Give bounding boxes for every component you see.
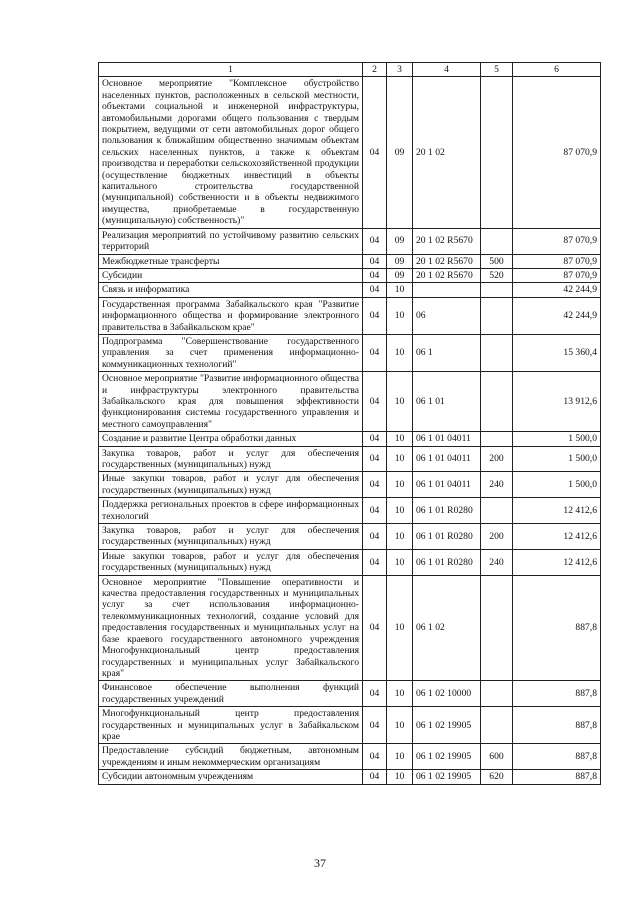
- row-name-cell: Основное мероприятие "Комплексное обустройство населенных пунктов, расположенных в сельской местности, объектами социальной и инженерной инфраструктуры, автомобильными дорогами общего пользования с твердым покрытием, ведущими от сети автомобильных дорог общего пользования к ближайшим общественно значимым объектам сельских населенных пунктов, а также к объектам производства и переработки сельскохозяйственной продукции (осуществление бюджетных инвестиций в объекты капитального строительства государственной (муниципальной) собственности и в объекты недвижимого имущества, приобретаемые в государственную (муниципальную) собственность)": [99, 77, 363, 228]
- row-expense-type-cell: [481, 372, 513, 432]
- table-row: [99, 334, 601, 371]
- row-amount-cell: 87 070,9: [513, 77, 601, 228]
- row-section-cell: 04: [363, 446, 387, 472]
- row-section-cell: 04: [363, 549, 387, 575]
- table-row: [99, 446, 601, 472]
- header-col-rz: 2: [363, 63, 387, 77]
- row-target-code-cell: 06 1 01 04011: [413, 472, 481, 498]
- row-expense-type-cell: 240: [481, 472, 513, 498]
- header-col-sum: 6: [513, 63, 601, 77]
- row-amount-cell: 12 412,6: [513, 549, 601, 575]
- row-amount-cell: 12 412,6: [513, 498, 601, 524]
- row-section-cell: 04: [363, 268, 387, 282]
- table-row: [99, 228, 601, 254]
- row-amount-cell: 887,8: [513, 681, 601, 707]
- row-name-cell: Основное мероприятие "Развитие информационного общества и инфраструктуры электронного правительства Забайкальского края для повышения эффективности функционирования системы государственного управления и местного самоуправления": [99, 372, 363, 432]
- row-amount-cell: 1 500,0: [513, 472, 601, 498]
- row-subsection-cell: 10: [387, 283, 413, 297]
- table-row: [99, 472, 601, 498]
- row-amount-cell: 87 070,9: [513, 228, 601, 254]
- row-target-code-cell: 06 1 02 19905: [413, 770, 481, 784]
- row-expense-type-cell: [481, 681, 513, 707]
- row-amount-cell: 87 070,9: [513, 268, 601, 282]
- table-header-row: [99, 63, 601, 77]
- row-subsection-cell: 10: [387, 297, 413, 334]
- row-expense-type-cell: 240: [481, 549, 513, 575]
- table-row: [99, 372, 601, 432]
- table-row: [99, 744, 601, 770]
- row-target-code-cell: 20 1 02: [413, 77, 481, 228]
- table-row: [99, 524, 601, 550]
- table-row: [99, 283, 601, 297]
- row-section-cell: 04: [363, 283, 387, 297]
- row-name-cell: Многофункциональный центр предоставления государственных и муниципальных услуг в Забайкальском крае: [99, 707, 363, 744]
- row-amount-cell: 1 500,0: [513, 446, 601, 472]
- row-target-code-cell: 06 1 01 R0280: [413, 498, 481, 524]
- row-amount-cell: 42 244,9: [513, 283, 601, 297]
- row-expense-type-cell: [481, 707, 513, 744]
- row-section-cell: 04: [363, 498, 387, 524]
- row-target-code-cell: 06 1 02: [413, 575, 481, 681]
- header-col-csr: 4: [413, 63, 481, 77]
- row-amount-cell: 887,8: [513, 770, 601, 784]
- row-target-code-cell: 06 1 01 R0280: [413, 549, 481, 575]
- row-target-code-cell: 20 1 02 R5670: [413, 228, 481, 254]
- row-name-cell: Субсидии автономным учреждениям: [99, 770, 363, 784]
- row-expense-type-cell: [481, 432, 513, 446]
- row-expense-type-cell: 200: [481, 446, 513, 472]
- row-expense-type-cell: 500: [481, 254, 513, 268]
- table-row: [99, 254, 601, 268]
- row-name-cell: Подпрограмма "Совершенствование государственного управления за счет применения информационно-коммуникационных технологий": [99, 334, 363, 371]
- table-row: [99, 432, 601, 446]
- row-section-cell: 04: [363, 228, 387, 254]
- row-section-cell: 04: [363, 524, 387, 550]
- row-amount-cell: 1 500,0: [513, 432, 601, 446]
- row-name-cell: Реализация мероприятий по устойчивому развитию сельских территорий: [99, 228, 363, 254]
- row-amount-cell: 12 412,6: [513, 524, 601, 550]
- row-subsection-cell: 10: [387, 744, 413, 770]
- row-name-cell: Основное мероприятие "Повышение оперативности и качества предоставления государственных и муниципальных услуг за счет использования информационно-телекоммуникационных технологий, создание условий для предоставления государственных и муниципальных услуг на базе краевого государственного автономного учреждения Многофункциональный центр предоставления государственных и муниципальных услуг Забайкальского края": [99, 575, 363, 681]
- row-amount-cell: 42 244,9: [513, 297, 601, 334]
- row-name-cell: Межбюджетные трансферты: [99, 254, 363, 268]
- row-subsection-cell: 09: [387, 77, 413, 228]
- row-target-code-cell: 06 1 02 19905: [413, 707, 481, 744]
- table-row: [99, 77, 601, 228]
- row-subsection-cell: 10: [387, 334, 413, 371]
- row-name-cell: Закупка товаров, работ и услуг для обеспечения государственных (муниципальных) нужд: [99, 524, 363, 550]
- budget-table: [98, 62, 601, 785]
- row-amount-cell: 887,8: [513, 575, 601, 681]
- row-section-cell: 04: [363, 334, 387, 371]
- row-expense-type-cell: [481, 228, 513, 254]
- row-section-cell: 04: [363, 432, 387, 446]
- row-section-cell: 04: [363, 707, 387, 744]
- row-target-code-cell: 20 1 02 R5670: [413, 254, 481, 268]
- row-expense-type-cell: [481, 498, 513, 524]
- row-name-cell: Создание и развитие Центра обработки данных: [99, 432, 363, 446]
- row-section-cell: 04: [363, 472, 387, 498]
- row-target-code-cell: 06 1: [413, 334, 481, 371]
- row-subsection-cell: 10: [387, 707, 413, 744]
- table-body: [99, 77, 601, 784]
- row-subsection-cell: 10: [387, 549, 413, 575]
- table-row: [99, 268, 601, 282]
- row-amount-cell: 887,8: [513, 707, 601, 744]
- row-subsection-cell: 10: [387, 681, 413, 707]
- row-section-cell: 04: [363, 254, 387, 268]
- row-target-code-cell: 06 1 02 10000: [413, 681, 481, 707]
- row-name-cell: Финансовое обеспечение выполнения функций государственных учреждений: [99, 681, 363, 707]
- row-subsection-cell: 09: [387, 228, 413, 254]
- table-row: [99, 707, 601, 744]
- row-amount-cell: 13 912,6: [513, 372, 601, 432]
- row-target-code-cell: 20 1 02 R5670: [413, 268, 481, 282]
- row-amount-cell: 87 070,9: [513, 254, 601, 268]
- row-name-cell: Закупка товаров, работ и услуг для обеспечения государственных (муниципальных) нужд: [99, 446, 363, 472]
- row-section-cell: 04: [363, 372, 387, 432]
- row-name-cell: Государственная программа Забайкальского края "Развитие информационного общества и формирование электронного правительства в Забайкальском крае": [99, 297, 363, 334]
- table-row: [99, 575, 601, 681]
- row-expense-type-cell: 200: [481, 524, 513, 550]
- row-section-cell: 04: [363, 297, 387, 334]
- row-subsection-cell: 10: [387, 472, 413, 498]
- row-name-cell: Предоставление субсидий бюджетным, автономным учреждениям и иным некоммерческим организациям: [99, 744, 363, 770]
- table-row: [99, 498, 601, 524]
- row-name-cell: Субсидии: [99, 268, 363, 282]
- page-number: 37: [314, 856, 326, 870]
- table-row: [99, 549, 601, 575]
- row-section-cell: 04: [363, 575, 387, 681]
- row-expense-type-cell: 620: [481, 770, 513, 784]
- row-expense-type-cell: [481, 77, 513, 228]
- table-row: [99, 770, 601, 784]
- row-target-code-cell: 06 1 01: [413, 372, 481, 432]
- row-amount-cell: 887,8: [513, 744, 601, 770]
- row-target-code-cell: 06 1 01 04011: [413, 446, 481, 472]
- row-subsection-cell: 10: [387, 575, 413, 681]
- row-subsection-cell: 10: [387, 446, 413, 472]
- row-target-code-cell: [413, 283, 481, 297]
- row-expense-type-cell: [481, 334, 513, 371]
- table-row: [99, 681, 601, 707]
- row-expense-type-cell: [481, 297, 513, 334]
- row-subsection-cell: 10: [387, 524, 413, 550]
- row-section-cell: 04: [363, 744, 387, 770]
- row-subsection-cell: 10: [387, 432, 413, 446]
- row-name-cell: Иные закупки товаров, работ и услуг для обеспечения государственных (муниципальных) нужд: [99, 472, 363, 498]
- row-amount-cell: 15 360,4: [513, 334, 601, 371]
- row-subsection-cell: 10: [387, 770, 413, 784]
- row-subsection-cell: 09: [387, 254, 413, 268]
- row-section-cell: 04: [363, 681, 387, 707]
- row-expense-type-cell: 520: [481, 268, 513, 282]
- row-name-cell: Иные закупки товаров, работ и услуг для обеспечения государственных (муниципальных) нужд: [99, 549, 363, 575]
- table-row: [99, 297, 601, 334]
- header-col-pr: 3: [387, 63, 413, 77]
- row-target-code-cell: 06 1 01 R0280: [413, 524, 481, 550]
- header-col-name: 1: [99, 63, 363, 77]
- row-expense-type-cell: 600: [481, 744, 513, 770]
- row-target-code-cell: 06 1 02 19905: [413, 744, 481, 770]
- row-expense-type-cell: [481, 575, 513, 681]
- row-target-code-cell: 06 1 01 04011: [413, 432, 481, 446]
- row-section-cell: 04: [363, 770, 387, 784]
- row-expense-type-cell: [481, 283, 513, 297]
- row-section-cell: 04: [363, 77, 387, 228]
- row-subsection-cell: 10: [387, 372, 413, 432]
- row-subsection-cell: 09: [387, 268, 413, 282]
- row-name-cell: Поддержка региональных проектов в сфере информационных технологий: [99, 498, 363, 524]
- header-col-vr: 5: [481, 63, 513, 77]
- row-name-cell: Связь и информатика: [99, 283, 363, 297]
- row-subsection-cell: 10: [387, 498, 413, 524]
- row-target-code-cell: 06: [413, 297, 481, 334]
